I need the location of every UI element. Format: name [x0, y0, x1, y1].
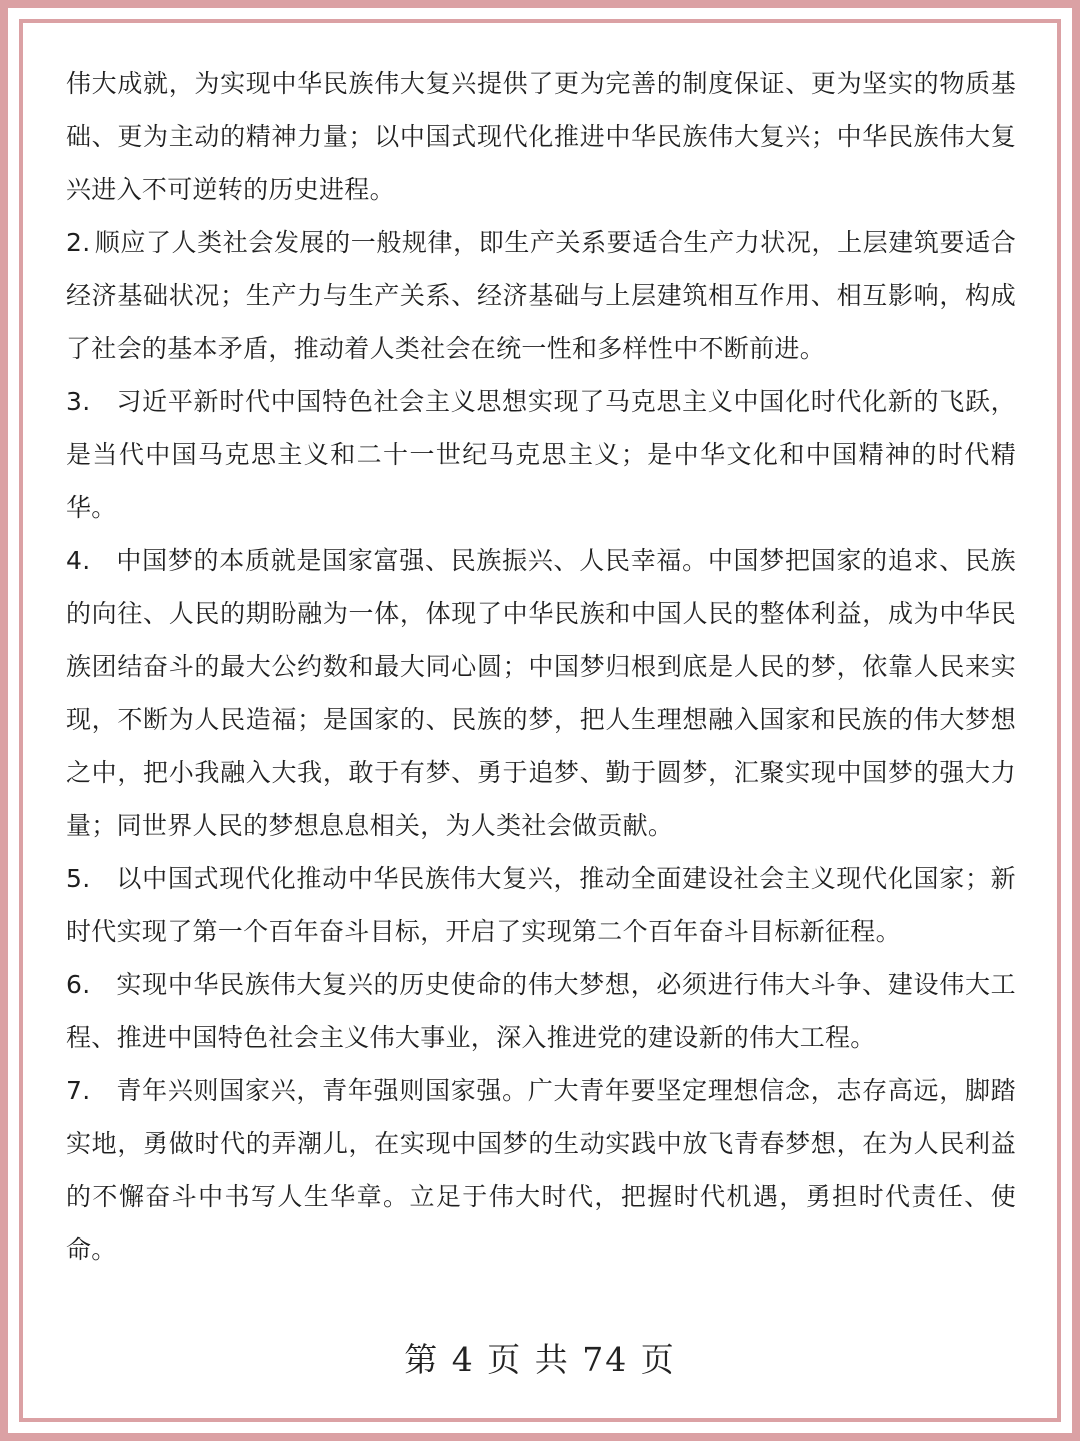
paragraph-number: 2.	[66, 228, 91, 257]
page-number-footer: 第 4 页 共 74 页	[404, 1340, 676, 1379]
paragraph-item-6	[66, 958, 1016, 1064]
paragraph-text: 顺应了人类社会发展的一般规律，即生产关系要适合生产力状况，上层建筑要适合经济基础状况；生产力与生产关系、经济基础与上层建筑相互作用、相互影响，构成了社会的基本矛盾，推动着人类社会在统一性和多样性中不断前进。	[66, 228, 1016, 363]
paragraph-number: 5.	[66, 864, 91, 893]
paragraph-text: 青年兴则国家兴，青年强则国家强。广大青年要坚定理想信念，志存高远，脚踏实地，勇做时代的弄潮儿，在实现中国梦的生动实践中放飞青春梦想，在为人民利益的不懈奋斗中书写人生华章。立足于伟大时代，把握时代机遇，勇担时代责任、使命。	[66, 1076, 1016, 1264]
paragraph-number: 4.	[66, 546, 91, 575]
paragraph-number: 3.	[66, 387, 91, 416]
paragraph-text: 伟大成就，为实现中华民族伟大复兴提供了更为完善的制度保证、更为坚实的物质基础、更为主动的精神力量；以中国式现代化推进中华民族伟大复兴；中华民族伟大复兴进入不可逆转的历史进程。	[66, 69, 1016, 204]
paragraph-item-3	[66, 375, 1016, 534]
paragraph-text: 以中国式现代化推动中华民族伟大复兴，推动全面建设社会主义现代化国家；新时代实现了第一个百年奋斗目标，开启了实现第二个百年奋斗目标新征程。	[66, 864, 1016, 946]
paragraph-item-2	[66, 216, 1016, 375]
paragraph-text: 实现中华民族伟大复兴的历史使命的伟大梦想，必须进行伟大斗争、建设伟大工程、推进中国特色社会主义伟大事业，深入推进党的建设新的伟大工程。	[66, 970, 1016, 1052]
paragraph-item-5	[66, 852, 1016, 958]
paragraph-continuation	[66, 57, 1016, 216]
paragraph-item-7	[66, 1064, 1016, 1276]
document-body	[66, 57, 1016, 1276]
paragraph-number: 6.	[66, 970, 91, 999]
paragraph-item-4	[66, 534, 1016, 852]
paragraph-number: 7.	[66, 1076, 91, 1105]
paragraph-text: 习近平新时代中国特色社会主义思想实现了马克思主义中国化时代化新的飞跃，是当代中国马克思主义和二十一世纪马克思主义；是中华文化和中国精神的时代精华。	[66, 387, 1016, 522]
paragraph-text: 中国梦的本质就是国家富强、民族振兴、人民幸福。中国梦把国家的追求、民族的向往、人民的期盼融为一体，体现了中华民族和中国人民的整体利益，成为中华民族团结奋斗的最大公约数和最大同心圆；中国梦归根到底是人民的梦，依靠人民来实现，不断为人民造福；是国家的、民族的梦，把人生理想融入国家和民族的伟大梦想之中，把小我融入大我，敢于有梦、勇于追梦、勤于圆梦，汇聚实现中国梦的强大力量；同世界人民的梦想息息相关，为人类社会做贡献。	[66, 546, 1016, 840]
